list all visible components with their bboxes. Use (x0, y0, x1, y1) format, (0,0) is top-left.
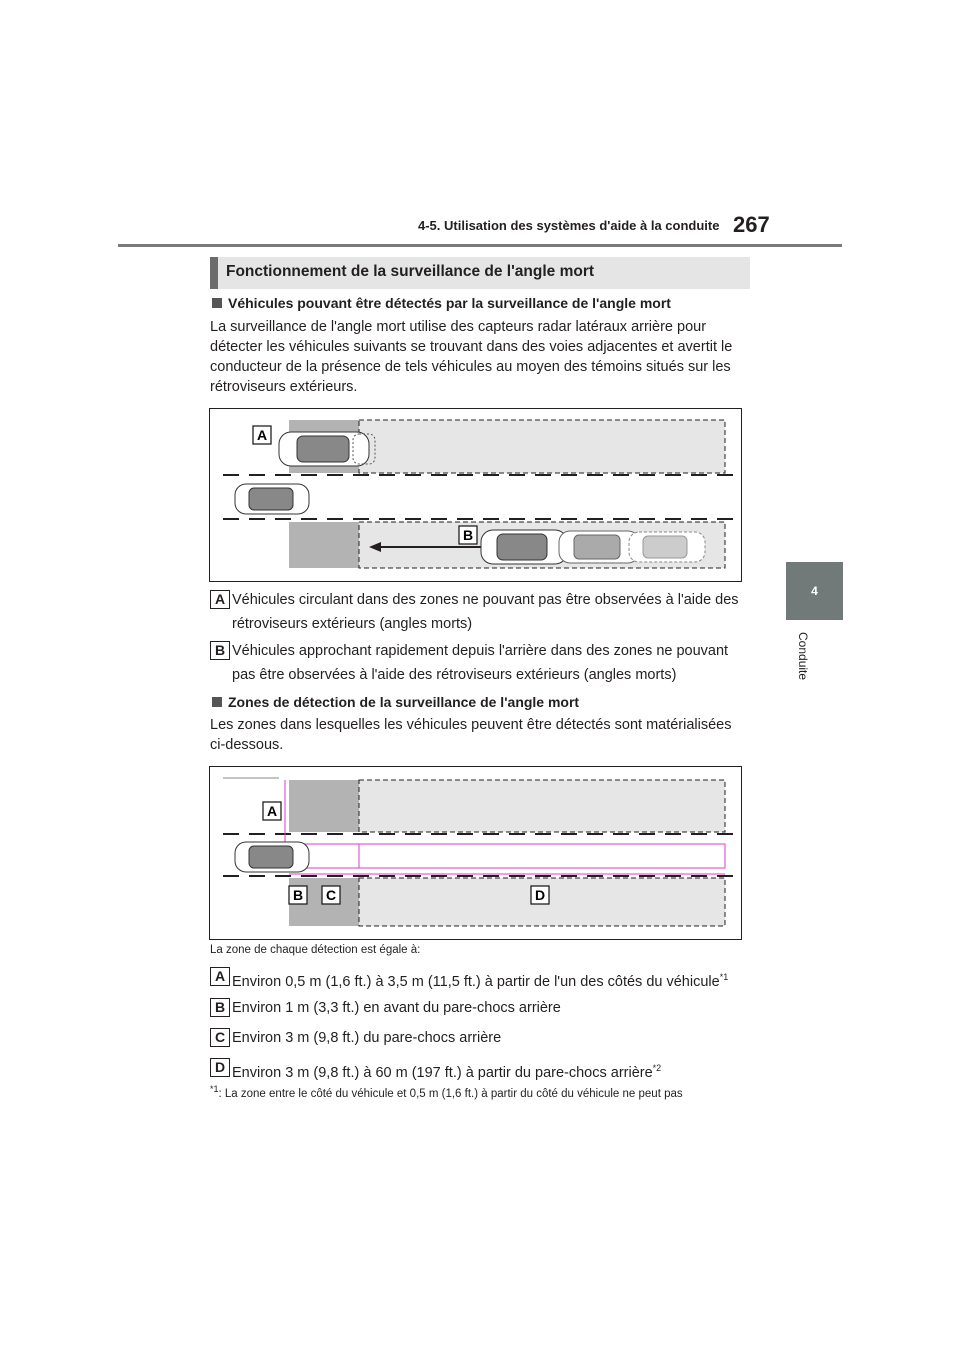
list-item (210, 639, 760, 687)
label-c: C (325, 887, 337, 903)
item-line: Environ 3 m (9,8 ft.) du pare-chocs arrière (232, 1030, 502, 1046)
key-d: D (210, 1058, 230, 1077)
item-line: Environ 1 m (3,3 ft.) en avant du pare-chocs arrière (232, 1000, 561, 1016)
item-line: Véhicules circulant dans des zones ne pouvant pas être observées à l'aide des (232, 592, 739, 608)
item-text (232, 1026, 501, 1050)
blind-spot-vehicles-diagram (209, 408, 742, 582)
list-item (210, 588, 760, 636)
detection-zone-upper (359, 420, 725, 473)
footnote-mark: *1 (210, 1084, 219, 1094)
footnote-ref: *1 (719, 972, 729, 982)
footnote (210, 1084, 770, 1100)
paragraph-line: rétroviseurs extérieurs. (210, 379, 358, 395)
subheading-detection-zones (212, 694, 579, 710)
key-b: B (210, 998, 230, 1017)
footnote-text: : La zone entre le côté du véhicule et 0,5 m (1,6 ft.) à partir du côté du véhicule ne peut pas (218, 1087, 683, 1100)
item-text (232, 1056, 661, 1085)
zone-caption: La zone de chaque détection est égale à: (210, 944, 421, 956)
item-text (232, 965, 728, 994)
list-item (210, 1056, 770, 1082)
list-item (210, 996, 770, 1022)
subheading-detected-vehicles (212, 295, 671, 311)
own-vehicle-icon (235, 842, 309, 872)
label-b: B (462, 527, 474, 543)
paragraph-line: ci-dessous. (210, 737, 284, 753)
section-header: 4-5. Utilisation des systèmes d'aide à la conduite (418, 218, 720, 233)
header-rule (118, 244, 842, 247)
item-text (232, 996, 561, 1020)
list-item (210, 965, 770, 991)
section-title: Fonctionnement de la surveillance de l'angle mort (226, 263, 595, 280)
vehicle-a-icon (279, 432, 375, 466)
label-d: D (534, 887, 546, 903)
own-vehicle-icon (235, 484, 309, 514)
intro-paragraph (210, 317, 750, 397)
vehicle-b-icon (481, 530, 705, 564)
section-title-box (210, 257, 750, 289)
paragraph-line: La surveillance de l'angle mort utilise des capteurs radar latéraux arrière pour (210, 319, 707, 335)
key-a: A (210, 967, 230, 986)
chapter-label: Conduite (796, 632, 810, 681)
item-line: Véhicules approchant rapidement depuis l'arrière dans des zones ne pouvant (232, 643, 729, 659)
item-text (232, 639, 728, 687)
item-line: Environ 3 m (9,8 ft.) à 60 m (197 ft.) à partir du pare-chocs arrière (232, 1064, 653, 1081)
title-accent-bar (210, 257, 218, 289)
bullet-square-icon (212, 697, 222, 707)
item-line: Environ 0,5 m (1,6 ft.) à 3,5 m (11,5 ft.) à partir de l'un des côtés du véhicule (232, 973, 720, 990)
key-a: A (210, 590, 230, 609)
detection-zones-diagram (209, 766, 742, 940)
zones-paragraph (210, 715, 750, 755)
label-b: B (292, 887, 304, 903)
item-line: rétroviseurs extérieurs (angles morts) (232, 616, 473, 632)
paragraph-line: conducteur de la présence de tels véhicules au moyen des témoins situés sur les (210, 359, 731, 375)
paragraph-line: détecter les véhicules suivants se trouvant dans des voies adjacentes et avertit le (210, 339, 733, 355)
page-number: 267 (733, 212, 770, 237)
list-item (210, 1026, 770, 1052)
paragraph-line: Les zones dans lesquelles les véhicules peuvent être détectés sont matérialisées (210, 717, 732, 733)
subheading-text: Véhicules pouvant être détectés par la surveillance de l'angle mort (228, 295, 671, 311)
zone-d-upper (359, 780, 725, 832)
footnote-ref: *2 (652, 1063, 662, 1073)
blind-spot-zone-lower (289, 522, 359, 568)
chapter-tab[interactable]: 4 (786, 562, 843, 620)
zone-a-upper (289, 780, 359, 832)
subheading-text: Zones de détection de la surveillance de l'angle mort (228, 694, 580, 710)
item-text (232, 588, 739, 636)
label-a: A (266, 803, 278, 819)
item-line: pas être observées à l'aide des rétroviseurs extérieurs (angles morts) (232, 667, 677, 683)
key-b: B (210, 641, 230, 660)
bullet-square-icon (212, 298, 222, 308)
key-c: C (210, 1028, 230, 1047)
label-a: A (256, 427, 268, 443)
